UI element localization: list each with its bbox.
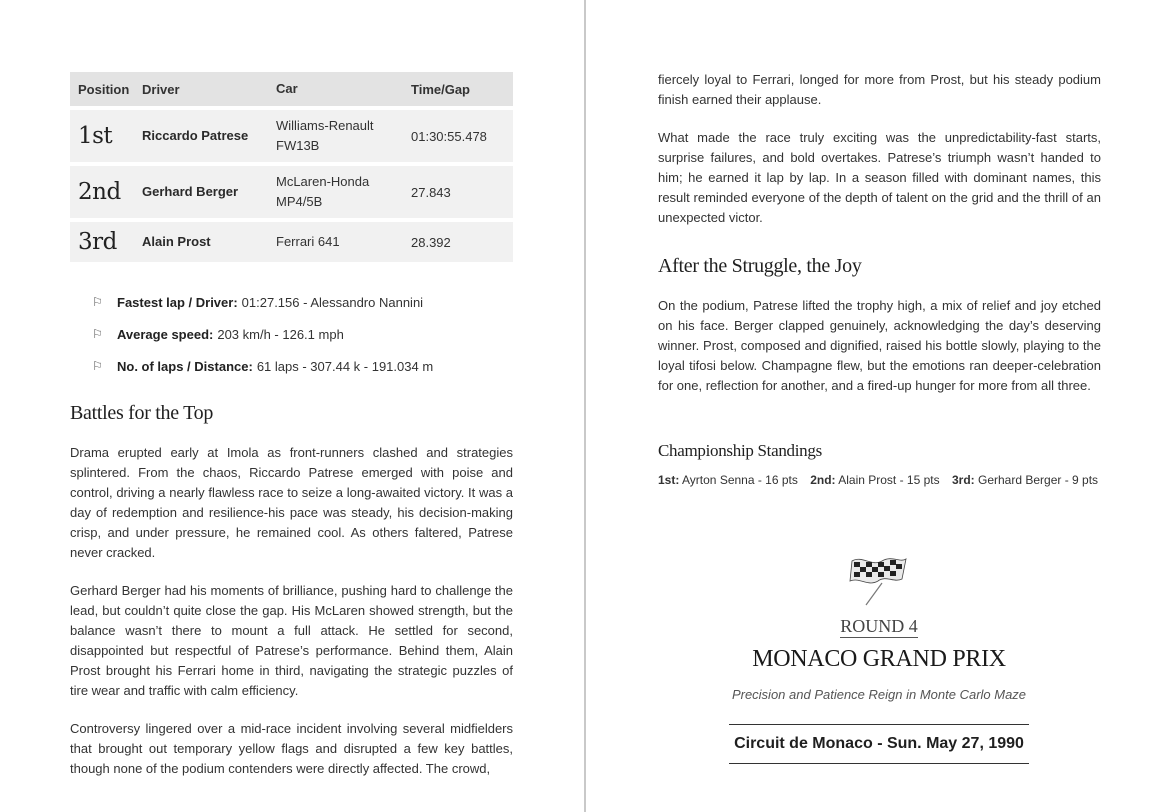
car-model: FW13B: [276, 138, 320, 153]
stat-label: Fastest lap / Driver:: [117, 294, 238, 310]
venue-date: Circuit de Monaco - Sun. May 27, 1990: [729, 724, 1029, 764]
header-time-gap: Time/Gap: [411, 81, 471, 97]
car-cell: [276, 232, 411, 252]
standing-text: Gerhard Berger - 9 pts: [977, 473, 1099, 487]
car-name: Ferrari 641: [276, 234, 340, 249]
stat-average-speed: [92, 318, 532, 350]
position-cell: 2nd: [78, 179, 121, 205]
header-car: Car: [276, 81, 298, 96]
driver-cell: Alain Prost: [142, 234, 211, 249]
table-row: [70, 222, 513, 262]
car-cell: [276, 172, 411, 212]
race-subtitle: Precision and Patience Reign in Monte Carlo Maze: [731, 687, 1027, 702]
continuation-article: [658, 70, 1101, 246]
paragraph: Controversy lingered over a mid-race incident involving several midfielders that brought out temporary yellow flags and disrupted a few key battles, though none of the podium contenders were directly affected. The crowd,: [70, 721, 513, 776]
stat-value: 01:27.156 - Alessandro Nannini: [241, 294, 424, 310]
car-name: Williams-Renault: [276, 118, 374, 133]
standing-entry: [658, 473, 798, 487]
stat-value: 61 laps - 307.44 k - 191.034 m: [256, 358, 434, 374]
standing-place: 2nd:: [810, 473, 836, 487]
standing-place: 3rd:: [951, 473, 975, 487]
car-cell: [276, 116, 411, 156]
standing-entry: [952, 473, 1098, 487]
paragraph: Drama erupted early at Imola as front-runners clashed and strategies splintered. From the chaos, Riccardo Patrese emerged with poise and control, driving a nearly flawless race to seize a long-awaited victory. It was a day of redemption and resilience-his pace was steady, his decision-making crisp, and under pressure, he remained cool. As others faltered, Patrese never cracked.: [70, 445, 513, 560]
round-text: ROUND 4: [840, 616, 918, 636]
right-page: [586, 0, 1167, 812]
table-row: [70, 166, 513, 218]
car-name: McLaren-Honda: [276, 174, 370, 189]
race-stats-list: [92, 286, 532, 382]
time-cell: 27.843: [411, 184, 451, 200]
section-heading-joy: After the Struggle, the Joy: [658, 255, 862, 277]
car-model: MP4/5B: [276, 194, 323, 209]
championship-standings: [658, 473, 1107, 487]
paragraph: fiercely loyal to Ferrari, longed for more from Prost, but his steady podium finish earned their applause.: [658, 72, 1101, 107]
standing-entry: [810, 473, 939, 487]
table-header-row: [70, 72, 513, 106]
driver-cell: Riccardo Patrese: [142, 128, 249, 143]
flag-icon: ⚐: [92, 327, 103, 341]
time-cell: 01:30:55.478: [411, 128, 487, 144]
round-label: [586, 616, 1167, 637]
checkered-flag-icon: [848, 553, 912, 609]
header-driver: Driver: [142, 81, 180, 97]
section-heading-battles: Battles for the Top: [70, 402, 214, 424]
position-cell: 3rd: [78, 229, 117, 255]
stat-value: 203 km/h - 126.1 mph: [217, 326, 344, 342]
paragraph: Gerhard Berger had his moments of brilliance, pushing hard to challenge the lead, but couldn’t quite close the gap. His McLaren showed strength, but the balance wasn’t there to mount a full attack. He settled for second, disappointed but respectful of Patrese’s performance. Behind them, Alain Prost brought his Ferrari home in third, navigating the strategic puzzles of tire wear and traffic with calm efficiency.: [70, 583, 513, 698]
paragraph: On the podium, Patrese lifted the trophy high, a mix of relief and joy etched on his face. Berger clapped genuinely, acknowledging the day’s deserving winner. Prost, composed and dignified, raised his bottle slowly, playing to the loyal tifosi below. Champagne flew, but the emotions ran deeper-celebration for one, reflection for another, and a fired-up hunger for more from all three.: [658, 298, 1101, 393]
results-table: [70, 72, 513, 266]
standing-place: 1st:: [658, 473, 680, 487]
time-cell: 28.392: [411, 234, 451, 250]
stat-fastest-lap: [92, 286, 532, 318]
battles-article: [70, 443, 513, 797]
stat-label: Average speed:: [117, 326, 214, 342]
header-position: Position: [78, 81, 130, 97]
stat-laps-distance: [92, 350, 532, 382]
position-cell: 1st: [78, 123, 113, 149]
flag-icon: ⚐: [92, 295, 103, 309]
stat-label: No. of laps / Distance:: [117, 358, 253, 374]
standing-text: Ayrton Senna - 16 pts: [682, 473, 798, 487]
table-row: [70, 110, 513, 162]
standing-text: Alain Prost - 15 pts: [838, 473, 940, 487]
flag-icon: ⚐: [92, 359, 103, 373]
race-title: MONACO GRAND PRIX: [752, 646, 1006, 672]
paragraph: What made the race truly exciting was the unpredictability-fast starts, surprise failures, and bold overtakes. Patrese’s triumph wasn’t handed to him; he earned it lap by lap. In a season filled with dominant names, this result reminded everyone of the depth of talent on the grid and the thrill of an unexpected victor.: [658, 130, 1101, 225]
driver-cell: Gerhard Berger: [142, 184, 239, 199]
championship-heading: Championship Standings: [658, 441, 822, 460]
